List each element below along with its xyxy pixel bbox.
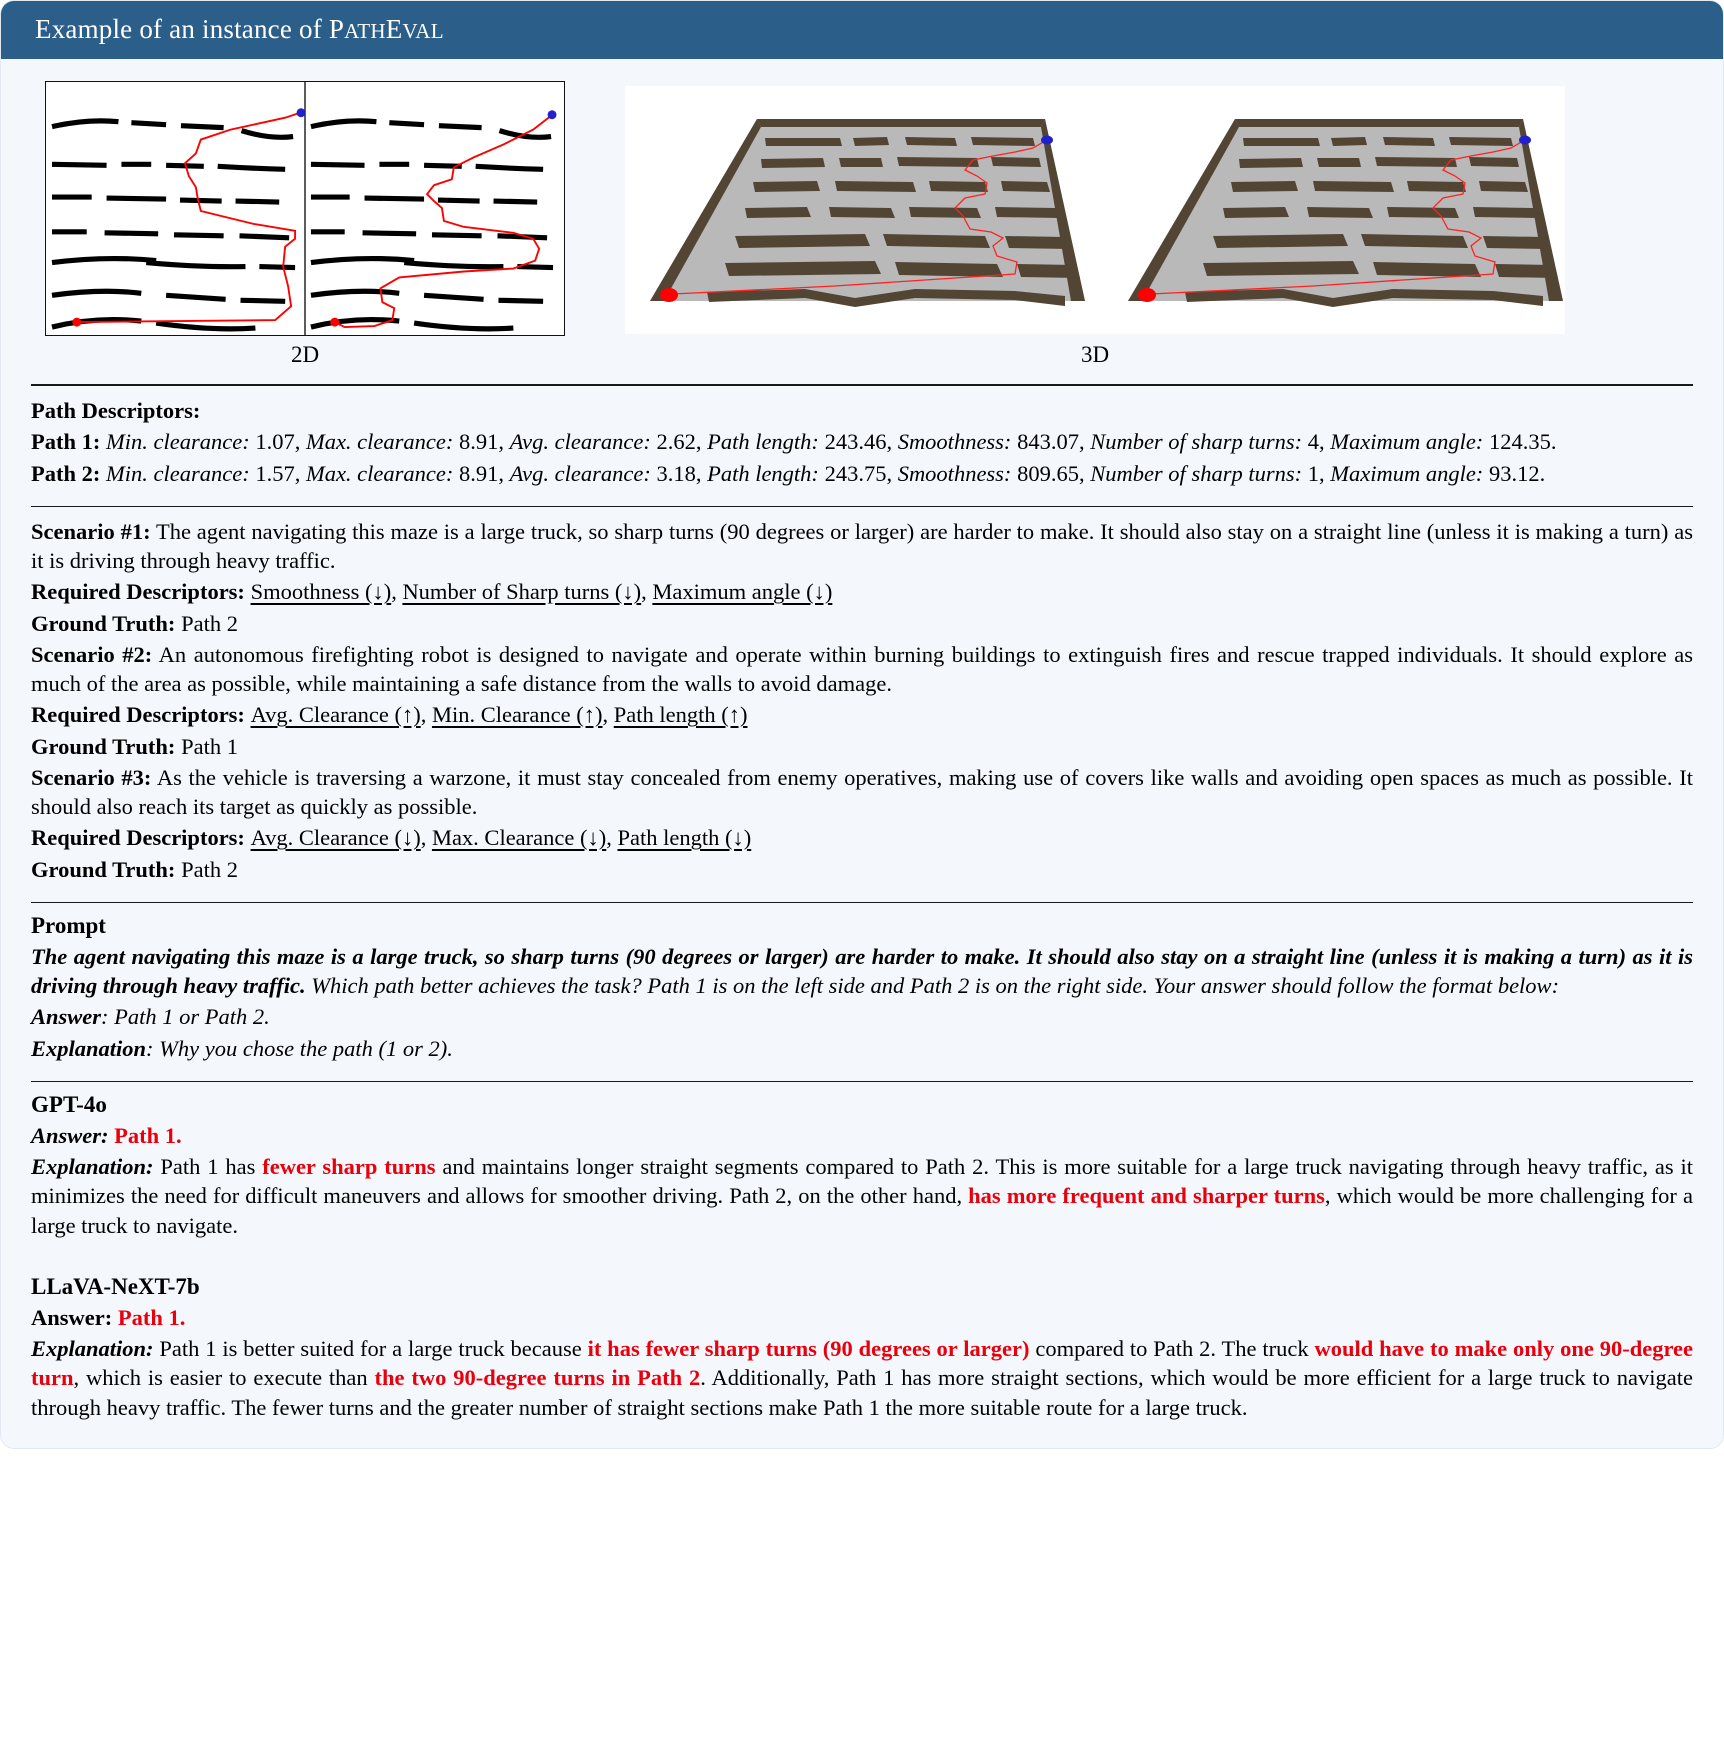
required-descriptor-item: Maximum angle (↓) [652, 579, 833, 605]
caption-3d: 3D [1080, 342, 1110, 367]
required-descriptors-line: Required Descriptors: Smoothness (↓), Number of Sharp turns (↓), Maximum angle (↓) [31, 579, 833, 605]
explanation-text: and maintains longer straight segments compared to Path 2. This is more suitable for a large truck navigating through heavy traffic, as it minimizes the need for difficult maneuvers and allows for smoother driving. Path 2, on the other hand, [31, 1154, 1693, 1209]
ground-truth-value: Path 1 [181, 733, 238, 759]
path2-min-clearance: 1.57, [255, 460, 301, 486]
start-marker-right [330, 318, 339, 327]
path1-avg-clearance-key: Avg. clearance: [509, 429, 651, 455]
path1-smoothness-key: Smoothness: [897, 429, 1012, 455]
scenario-label: Scenario #1: [31, 518, 151, 544]
scenario-description: The agent navigating this maze is a large truck, so sharp turns (90 degrees or larger) are harder to make. It should also stay on a straight line (unless it is making a turn) as it is driving through heavy traffic. [31, 518, 1693, 573]
path1-avg-clearance: 2.62, [656, 429, 702, 455]
scenario-block [31, 640, 1693, 761]
prompt-explanation-label: Explanation [31, 1035, 147, 1061]
pathveal-e: E [385, 14, 403, 44]
scenarios-section [31, 517, 1693, 884]
model-answer-value: Path 1. [114, 1122, 182, 1148]
explanation-text: , which is easier to execute than [73, 1365, 375, 1391]
path-descriptors-heading: Path Descriptors: [31, 398, 201, 423]
path1-max-clearance: 8.91, [459, 429, 505, 455]
scenario-description: As the vehicle is traversing a warzone, it must stay concealed from enemy operatives, making use of covers like walls and avoiding open spaces as much as possible. It should also reach its target as quickly as possible. [31, 764, 1693, 819]
maze-2d-svg [46, 82, 564, 335]
maze-3d-svg [625, 86, 1565, 334]
required-descriptors-label: Required Descriptors: [31, 702, 251, 728]
scenario-text-line [31, 640, 1693, 699]
goal-marker-right [548, 110, 557, 119]
explanation-text: , which would be more challenging for a large truck to navigate. [31, 1183, 1693, 1238]
prompt-body [31, 942, 1693, 1001]
scenario-block [31, 763, 1693, 884]
explanation-highlight: has more frequent and sharper turns [968, 1183, 1325, 1209]
explanation-highlight: would have to make only one 90-degree turn [31, 1336, 1694, 1391]
required-descriptor-item: Number of Sharp turns (↓) [402, 579, 642, 605]
ground-truth-label: Ground Truth: [31, 856, 182, 882]
required-descriptor-item: Smoothness (↓) [250, 579, 392, 605]
explanation-text: . Additionally, Path 1 has more straight sections, which would be more efficient for a large truck to navigate through heavy traffic. The fewer turns and the greater number of straight sections make Path 1 the more suitable route for a large truck. [31, 1365, 1693, 1420]
path2-path-length-key: Path length: [707, 460, 819, 486]
ground-truth-line [31, 732, 1693, 761]
start-marker-3d-left [660, 288, 678, 302]
required-descriptor-item: Path length (↓) [617, 825, 752, 851]
ground-truth-label: Ground Truth: [31, 733, 182, 759]
required-descriptor-item: Min. Clearance (↑) [431, 702, 603, 728]
path1-sharp-turns: 4, [1307, 429, 1325, 455]
maze-2d-panel [45, 81, 565, 336]
model-explanation-label: Explanation: [31, 1336, 160, 1361]
path1-max-clearance-key: Max. clearance: [305, 429, 454, 455]
prompt-heading: Prompt [31, 912, 106, 938]
divider-scenarios [31, 506, 1693, 507]
explanation-highlight: fewer sharp turns [262, 1154, 436, 1179]
model-answer-label: Answer: [31, 1304, 118, 1330]
required-descriptors-line: Required Descriptors: Avg. Clearance (↓), Max. Clearance (↓), Path length (↓) [31, 825, 752, 851]
path2-max-angle-key: Maximum angle: [1330, 460, 1484, 486]
prompt-explanation-text: : Why you chose the path (1 or 2). [146, 1035, 453, 1061]
path2-descriptors-row [31, 459, 1693, 488]
model-name: LLaVA-NeXT-7b [31, 1273, 200, 1299]
explanation-highlight: the two 90-degree turns in Path 2 [374, 1365, 701, 1391]
path2-max-clearance: 8.91, [459, 460, 505, 486]
path2-smoothness: 809.65, [1017, 460, 1085, 486]
prompt-answer-label: Answer [31, 1004, 102, 1030]
figure-images-row [31, 73, 1693, 336]
model-answer-line [31, 1121, 1693, 1150]
maze-3d-panel [625, 86, 1565, 334]
ground-truth-line [31, 855, 1693, 884]
required-descriptors-line: Required Descriptors: Avg. Clearance (↑), Min. Clearance (↑), Path length (↑) [31, 702, 748, 728]
path1-max-angle: 124.35. [1488, 429, 1557, 455]
ground-truth-line [31, 609, 1693, 638]
required-descriptor-item: Avg. Clearance (↑) [250, 702, 421, 728]
prompt-answer-text: : Path 1 or Path 2. [101, 1004, 270, 1030]
model-explanation-line [31, 1334, 1693, 1422]
model-explanation-label: Explanation: [31, 1154, 161, 1179]
start-marker-3d-right [1138, 288, 1156, 302]
path1-path-length: 243.46, [824, 429, 893, 455]
figure-title-bar [1, 1, 1723, 59]
model-answer-label: Answer: [31, 1122, 115, 1148]
model-response-block [31, 1274, 1693, 1422]
goal-marker-left [297, 108, 306, 117]
path2-max-angle: 93.12. [1488, 460, 1546, 486]
required-descriptors-label: Required Descriptors: [31, 825, 251, 851]
path1-descriptors-row [31, 427, 1693, 456]
page-title [35, 14, 444, 44]
path2-sharp-turns: 1, [1307, 460, 1325, 486]
prompt-answer-line [31, 1002, 1693, 1031]
ground-truth-value: Path 2 [181, 610, 238, 636]
path2-max-clearance-key: Max. clearance: [305, 460, 454, 486]
model-responses-section [31, 1092, 1693, 1422]
page-title-text: Example of an instance of [35, 14, 329, 44]
path1-max-angle-key: Maximum angle: [1330, 429, 1484, 455]
required-descriptor-item: Avg. Clearance (↓) [250, 825, 421, 851]
path2-sharp-turns-key: Number of sharp turns: [1090, 460, 1303, 486]
path2-avg-clearance-key: Avg. clearance: [509, 460, 651, 486]
figure-body [1, 59, 1723, 1448]
required-descriptors-label: Required Descriptors: [31, 579, 251, 605]
divider-responses [31, 1081, 1693, 1082]
pathveal-ath: ATH [344, 19, 386, 43]
path2-avg-clearance: 3.18, [656, 460, 702, 486]
path2-label: Path 2: [31, 460, 101, 486]
path2-min-clearance-key: Min. clearance: [106, 460, 250, 486]
required-descriptor-item: Max. Clearance (↓) [431, 825, 607, 851]
path2-smoothness-key: Smoothness: [897, 460, 1012, 486]
path2-path-length: 243.75, [824, 460, 893, 486]
prompt-section [31, 913, 1693, 1063]
explanation-highlight: it has fewer sharp turns (90 degrees or larger) [587, 1336, 1030, 1361]
caption-2d: 2D [290, 342, 320, 367]
figure-captions-row [31, 336, 1693, 368]
start-marker-left [72, 318, 81, 327]
prompt-bold-part: The agent navigating this maze is a large truck, so sharp turns (90 degrees or larger) are harder to make. It should also stay on a straight line (unless it is making a turn) as it is driving through heavy traffic. [31, 943, 1693, 998]
required-descriptor-item: Path length (↑) [613, 702, 748, 728]
model-answer-line [31, 1303, 1693, 1332]
prompt-rest-part: Which path better achieves the task? Path 1 is on the left side and Path 2 is on the right side. Your answer should follow the format below: [311, 973, 1560, 998]
pathveal-p: P [328, 14, 345, 44]
scenario-block [31, 517, 1693, 638]
scenario-text-line [31, 517, 1693, 576]
model-name: GPT-4o [31, 1091, 107, 1117]
goal-marker-3d-left [1041, 136, 1053, 145]
path1-smoothness: 843.07, [1017, 429, 1085, 455]
goal-marker-3d-right [1519, 136, 1531, 145]
model-answer-value: Path 1. [117, 1304, 186, 1330]
explanation-text: Path 1 has [160, 1154, 263, 1179]
path1-path-length-key: Path length: [707, 429, 819, 455]
ground-truth-label: Ground Truth: [31, 610, 182, 636]
scenario-label: Scenario #2: [31, 641, 153, 667]
scenario-description: An autonomous firefighting robot is designed to navigate and operate within burning buildings to extinguish fires and rescue trapped individuals. It should explore as much of the area as possible, while maintaining a safe distance from the walls to avoid damage. [31, 641, 1694, 696]
divider-prompt [31, 902, 1693, 903]
explanation-text: Path 1 is better suited for a large truck because [159, 1336, 588, 1361]
ground-truth-value: Path 2 [181, 856, 238, 882]
path1-sharp-turns-key: Number of sharp turns: [1090, 429, 1303, 455]
pathveal-val: VAL [402, 19, 444, 43]
model-response-block [31, 1092, 1693, 1240]
scenario-text-line [31, 763, 1693, 822]
path1-min-clearance: 1.07, [255, 429, 301, 455]
explanation-text: compared to Path 2. The truck [1029, 1336, 1315, 1361]
prompt-explanation-line [31, 1034, 1693, 1063]
path1-label: Path 1: [31, 429, 101, 455]
path-descriptors-section [31, 396, 1693, 488]
divider-top [31, 384, 1693, 386]
model-explanation-line [31, 1152, 1693, 1240]
scenario-label: Scenario #3: [31, 764, 152, 790]
path1-min-clearance-key: Min. clearance: [106, 429, 250, 455]
